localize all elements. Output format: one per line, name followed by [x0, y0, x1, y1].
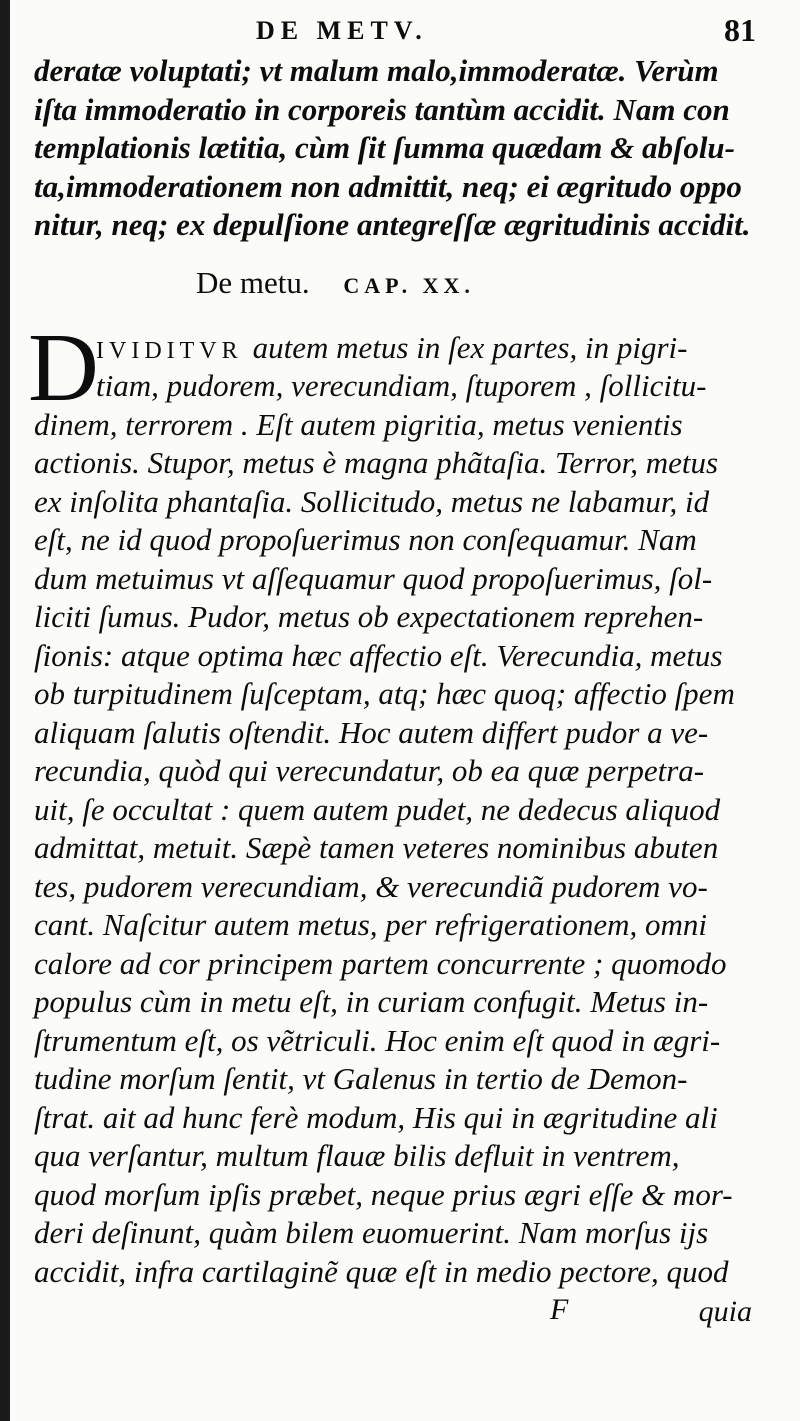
text-line: uit, ſe occultat : quem autem pudet, ne dedecus aliquod	[34, 791, 721, 827]
text-line: tes, pudorem verecundiam, & verecundiã pudorem vo-	[34, 868, 708, 904]
chapter-body	[28, 313, 752, 1292]
drop-cap: D	[28, 313, 99, 422]
text-line: liciti ſumus. Pudor, metus ob expectationem reprehen-	[34, 599, 704, 634]
chapter-number: CAP. XX.	[343, 272, 475, 298]
chapter-title: De metu.	[196, 264, 310, 300]
text-line: aliquam ſalutis oſtendit. Hoc autem differt pudor a ve-	[34, 714, 709, 750]
book-page	[28, 12, 756, 1333]
text-line: ſtrat. ait ad hunc ferè modum, His qui in ægritudine ali	[34, 1099, 718, 1135]
text-line: deratæ voluptati; vt malum malo,immoderatæ. Verùm	[34, 53, 719, 88]
text-line: calore ad cor principem partem concurrente ; quomodo	[34, 945, 727, 981]
text-line: qua verſantur, multum flauæ bilis defluit in ventrem,	[34, 1138, 680, 1173]
text-line: eſt, ne id quod propoſuerimus non conſequamur. Nam	[34, 522, 697, 557]
text-line: ex inſolita phantaſia. Sollicitudo, metus ne labamur, id	[34, 483, 710, 519]
text-line: cant. Naſcitur autem metus, per refrigerationem, omni	[34, 907, 708, 942]
signature-mark: F	[550, 1293, 569, 1326]
text-line: accidit, infra cartilaginẽ quæ eſt in medio pectore, quod	[34, 1253, 729, 1289]
text-line: admittat, metuit. Sæpè tamen veteres nominibus abuten	[34, 830, 719, 865]
text-line: deri deſinunt, quàm bilem euomuerint. Nam morſus ijs	[34, 1215, 709, 1250]
text-line: populus cùm in metu eſt, in curiam confugit. Metus in-	[34, 984, 709, 1019]
text-line: tiam, pudorem, verecundiam, ſtuporem , ſollicitu-	[96, 368, 707, 403]
page-number: 81	[724, 12, 756, 48]
text-line: dum metuimus vt aſſequamur quod propoſuerimus, ſol-	[34, 560, 713, 596]
chapter-heading	[34, 265, 752, 325]
text-line: quod morſum ipſis præbet, neque prius ægri eſſe & mor-	[34, 1176, 733, 1212]
page-footer	[34, 1293, 752, 1333]
text-line: recundia, quòd qui verecundatur, ob ea quæ perpetra-	[34, 753, 705, 788]
text-line: dinem, terrorem . Eſt autem pigritia, metus venientis	[34, 406, 683, 442]
running-head	[34, 12, 756, 52]
text-line: ſionis: atque optima hæc affectio eſt. Verecundia, metus	[34, 637, 723, 673]
first-word: IVIDITVR	[96, 337, 243, 364]
text-line: iſta immoderatio in corporeis tantùm accidit. Nam con	[34, 91, 730, 127]
text-line: actionis. Stupor, metus è magna phãtaſia. Terror, metus	[34, 445, 719, 480]
text-line: ta,immoderationem non admittit, neq; ei ægritudo oppo	[34, 168, 742, 204]
binding-shadow	[0, 0, 10, 1421]
text-line: ſtrumentum eſt, os vẽtriculi. Hoc enim eſt quod in ægri-	[34, 1022, 721, 1058]
running-title: DE METV.	[256, 16, 428, 45]
continued-paragraph	[34, 52, 752, 245]
text-line: tudine morſum ſentit, vt Galenus in tertio de Demon-	[34, 1061, 688, 1096]
catchword: quia	[698, 1295, 752, 1328]
text-line	[34, 329, 752, 368]
text-line: ob turpitudinem ſuſceptam, atq; hæc quoq; affectio ſpem	[34, 676, 735, 711]
text-line: templationis lætitia, cùm ſit ſumma quædam & abſolu-	[34, 130, 735, 165]
first-line-text: autem metus in ſex partes, in pigri-	[252, 329, 688, 365]
text-line: nitur, neq; ex depulſione antegreſſæ ægritudinis accidit.	[34, 207, 751, 242]
